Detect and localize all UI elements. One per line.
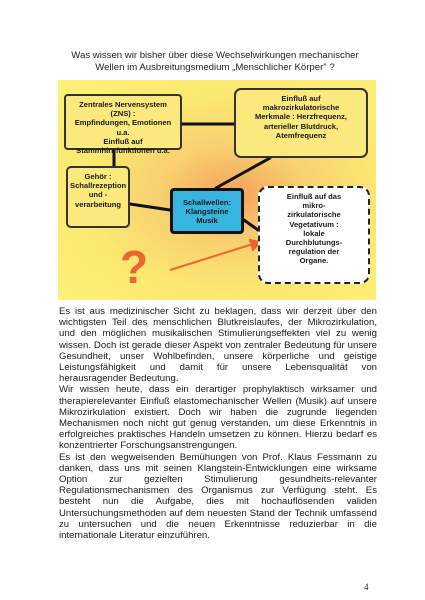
box-mikro-line: Durchblutungs- (285, 238, 343, 248)
paragraph-1: Es ist aus medizinischer Sicht zu beklagen, dass wir derzeit über den wichtigsten Teil des menschlichen Blutkreislaufes, der Mikrozirkulation, und den möglichen musikalischen Stimulierungseffekten viel zu wenig wissen. Doch ist gerade dieser Aspekt von zentraler Bedeutung für unsere Gesundheit, unser Wohlbefinden, unsere körperliche und geistige Leistungsfähigkeit und damit für unsere Lebensqualität von herausragender Bedeutung. (59, 306, 377, 385)
box-gehoer-line: Schallrezeption (70, 181, 127, 191)
connector-center-mikro (244, 220, 258, 230)
box-mikro-line: lokale (303, 228, 325, 238)
box-center-line: Schallwellen: (182, 198, 232, 207)
box-zns (64, 94, 182, 156)
box-makro-line: makrozirkulatorische (262, 103, 340, 113)
box-zns-line: Zentrales Nervensystem (ZNS) : (79, 100, 167, 119)
connector-center-makro (216, 158, 270, 188)
box-makro-line: Merkmale : Herzfrequenz, (255, 112, 347, 122)
box-mikro-line: zirkulatorische (287, 210, 341, 220)
box-mikro-line: Organe. (299, 256, 329, 266)
box-gehoer-line: verarbeitung (75, 199, 121, 209)
box-makrozirkulation (234, 88, 368, 158)
box-zns-line: Empfindungen, Emotionen u.a. (74, 118, 172, 137)
diagram-figure (58, 80, 376, 300)
box-zns-line: Stammhirnfunktionen u.a. (76, 146, 170, 156)
connector-gehoer-center (130, 204, 170, 210)
box-schallwellen (170, 188, 244, 234)
heading-line-1: Was wissen wir bisher über diese Wechselwirkungen mechanischer (71, 50, 359, 61)
box-mikrozirkulation (258, 186, 370, 284)
box-makro-line: Atemfrequenz (275, 130, 327, 140)
box-mikro-line: Vegetativum : (289, 219, 339, 229)
paragraph-3: Es ist den wegweisenden Bemühungen von Prof. Klaus Fessmann zu danken, dass uns mit seinen Klangstein-Entwicklungen eine wirksame Option zur gezielten Stimulierung gesundheits-relevanter Regulationsmechanismen des Organismus zur Verfügung steht. Es besteht nun die Aufgabe, dies mit hochauflösenden validen Untersuchungsmethoden auf dem neuesten Stand der Technik umfassend zu untersuchen und die neuen Erkenntnisse reduzierbar in die internationale Literatur einzuführen. (59, 451, 377, 542)
box-center-line: Musik (196, 216, 218, 226)
box-gehoer (66, 166, 130, 228)
body-text (59, 306, 377, 541)
box-mikro-line: mikro- (302, 201, 326, 211)
box-zns-line: Einfluß auf (103, 136, 143, 146)
arrow-to-mikro (170, 240, 260, 270)
box-gehoer-line: Gehör : (84, 172, 112, 181)
box-makro-line: Einfluß auf (281, 94, 321, 103)
page-number: 4 (364, 582, 369, 592)
box-center-line: Klangsteine (185, 207, 229, 217)
heading-line-2: Wellen im Ausbreitungsmedium „Menschlicher Körper" ? (95, 62, 335, 73)
question-mark-icon: ? (120, 241, 149, 293)
box-makro-line: arterieller Blutdruck, (263, 121, 339, 131)
box-mikro-line: regulation der (288, 247, 340, 257)
box-gehoer-line: und - (88, 190, 108, 200)
page-heading (50, 50, 380, 74)
paragraph-2: Wir wissen heute, dass ein derartiger prophylaktisch wirksamer und therapierelevanter Einfluß elastomechanischer Wellen (Musik) auf unsere Mikrozirkulation existiert. Doch wir haben die zugrunde liegenden Mechanismen noch nicht gut genug verstanden, um diese Erkenntnis in erfolgreiches praktisches Handeln umsetzen zu können. Hierzu bedarf es konzentrierter Forschungsanstrengungen. (59, 384, 377, 452)
box-mikro-line: Einfluß auf das (286, 192, 342, 201)
